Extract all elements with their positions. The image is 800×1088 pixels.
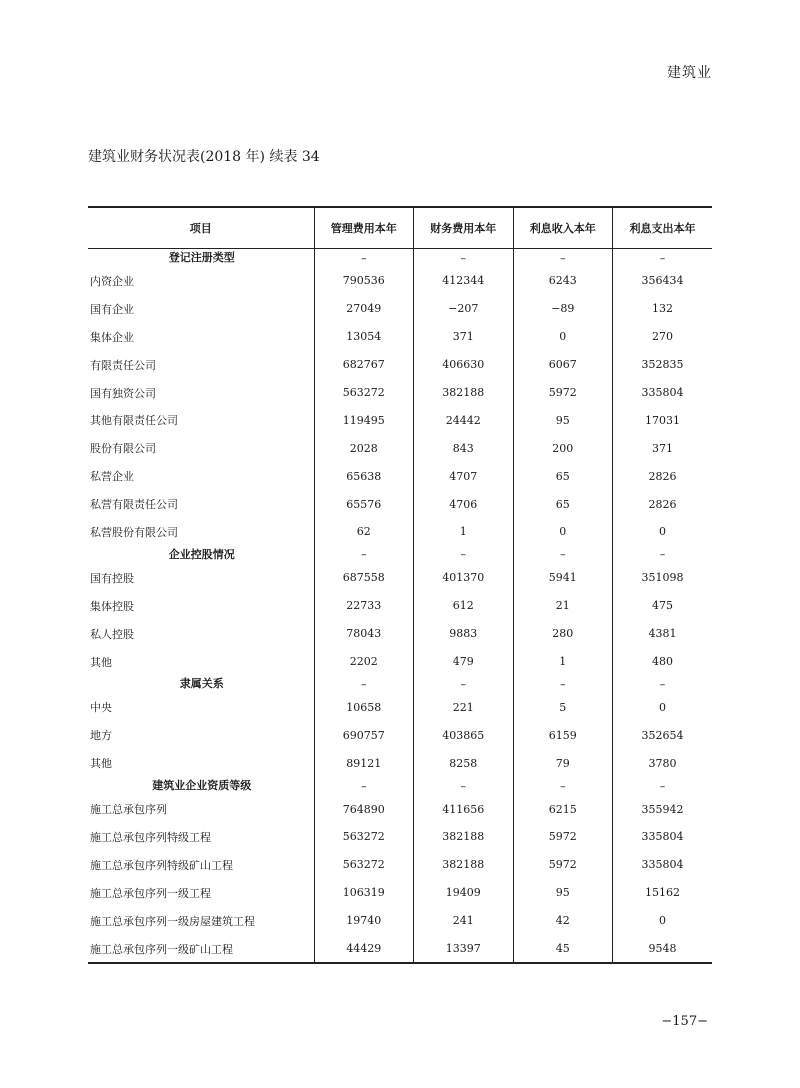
row-label: 企业控股情况 — [168, 547, 235, 561]
table-cell: 4381 — [613, 620, 713, 648]
table-cell: 479 — [414, 648, 514, 676]
column-header-financial-expense: 财务费用本年 — [414, 207, 514, 249]
table-cell: 335804 — [613, 379, 713, 407]
table-cell: 15162 — [613, 879, 713, 907]
table-cell: 5 — [513, 693, 613, 721]
table-row — [88, 592, 712, 620]
table-cell: 690757 — [314, 721, 414, 749]
table-cell: 371 — [613, 434, 713, 462]
table-cell: 563272 — [314, 379, 414, 407]
table-cell: 27049 — [314, 295, 414, 323]
table-row — [88, 323, 712, 351]
table-cell: 79 — [513, 749, 613, 777]
table-cell: 6159 — [513, 721, 613, 749]
table-cell: −89 — [513, 295, 613, 323]
row-label: 施工总承包序列 — [90, 803, 167, 817]
table-cell: 480 — [613, 648, 713, 676]
table-cell: 3780 — [613, 749, 713, 777]
table-cell: 2202 — [314, 648, 414, 676]
row-label: 有限责任公司 — [90, 358, 156, 372]
table-row — [88, 749, 712, 777]
table-cell: 406630 — [414, 351, 514, 379]
table-row — [88, 518, 712, 546]
table-cell: – — [314, 777, 414, 795]
row-label: 私营有限责任公司 — [90, 498, 178, 512]
table-row — [88, 721, 712, 749]
table-row — [88, 267, 712, 295]
row-label: 地方 — [90, 729, 112, 743]
table-cell: – — [414, 249, 514, 268]
table-cell: 335804 — [613, 823, 713, 851]
table-row — [88, 406, 712, 434]
table-cell: 764890 — [314, 795, 414, 823]
row-label: 私人控股 — [90, 627, 134, 641]
table-row — [88, 879, 712, 907]
table-cell: 13397 — [414, 935, 514, 964]
table-cell: 13054 — [314, 323, 414, 351]
table-cell: – — [613, 777, 713, 795]
table-cell: 65 — [513, 462, 613, 490]
table-cell: 563272 — [314, 851, 414, 879]
column-header-interest-income: 利息收入本年 — [513, 207, 613, 249]
table-cell: 687558 — [314, 564, 414, 592]
table-row — [88, 823, 712, 851]
table-header-row — [88, 207, 712, 249]
running-head: 建筑业 — [667, 65, 712, 81]
row-label: 集体控股 — [90, 599, 134, 613]
table-cell: – — [513, 249, 613, 268]
table-cell: 45 — [513, 935, 613, 964]
table-cell: 6243 — [513, 267, 613, 295]
table-row — [88, 462, 712, 490]
row-label: 施工总承包序列一级房屋建筑工程 — [90, 914, 255, 928]
table-row — [88, 379, 712, 407]
row-label: 股份有限公司 — [90, 442, 156, 456]
row-label: 施工总承包序列特级工程 — [90, 830, 211, 844]
table-cell: −207 — [414, 295, 514, 323]
table-cell: – — [513, 777, 613, 795]
table-cell: 22733 — [314, 592, 414, 620]
table-cell: 42 — [513, 907, 613, 935]
table-cell: 382188 — [414, 823, 514, 851]
table-cell: 403865 — [414, 721, 514, 749]
row-label: 其他 — [90, 655, 112, 669]
table-cell: – — [414, 777, 514, 795]
row-label: 其他 — [90, 757, 112, 771]
table-row — [88, 295, 712, 323]
table-cell: – — [414, 546, 514, 564]
row-label: 其他有限责任公司 — [90, 414, 178, 428]
table-cell: 106319 — [314, 879, 414, 907]
table-cell: 44429 — [314, 935, 414, 964]
table-cell: 0 — [513, 518, 613, 546]
table-row — [88, 693, 712, 721]
table-section-row — [88, 249, 712, 268]
table-cell: 65638 — [314, 462, 414, 490]
table-cell: 19740 — [314, 907, 414, 935]
table-cell: 5941 — [513, 564, 613, 592]
table-cell: 4706 — [414, 490, 514, 518]
table-cell: 790536 — [314, 267, 414, 295]
table-cell: 62 — [314, 518, 414, 546]
row-label: 私营企业 — [90, 470, 134, 484]
row-label: 国有控股 — [90, 571, 134, 585]
table-cell: – — [613, 546, 713, 564]
row-label: 施工总承包序列一级矿山工程 — [88, 935, 314, 964]
table-cell: 95 — [513, 406, 613, 434]
table-cell: 682767 — [314, 351, 414, 379]
table-cell: 382188 — [414, 379, 514, 407]
table-cell: – — [314, 546, 414, 564]
table-cell: 2028 — [314, 434, 414, 462]
table-row — [88, 490, 712, 518]
table-cell: 5972 — [513, 823, 613, 851]
table-cell: 0 — [613, 907, 713, 935]
column-header-admin-expense: 管理费用本年 — [314, 207, 414, 249]
table-cell: 411656 — [414, 795, 514, 823]
table-cell: 351098 — [613, 564, 713, 592]
table-cell: 0 — [513, 323, 613, 351]
table-cell: 5972 — [513, 851, 613, 879]
table-cell: 356434 — [613, 267, 713, 295]
table-cell: 65 — [513, 490, 613, 518]
table-cell: 8258 — [414, 749, 514, 777]
table-cell: – — [513, 675, 613, 693]
table-cell: 475 — [613, 592, 713, 620]
table-cell: 352654 — [613, 721, 713, 749]
table-cell: 89121 — [314, 749, 414, 777]
table-cell: 371 — [414, 323, 514, 351]
table-row — [88, 907, 712, 935]
table-cell: 119495 — [314, 406, 414, 434]
table-cell: 412344 — [414, 267, 514, 295]
table-cell: 221 — [414, 693, 514, 721]
table-cell: 0 — [613, 693, 713, 721]
table-row — [88, 434, 712, 462]
table-cell: 9548 — [613, 935, 713, 964]
table-cell: – — [613, 249, 713, 268]
table-row — [88, 935, 712, 964]
table-cell: 0 — [613, 518, 713, 546]
table-cell: 1 — [513, 648, 613, 676]
table-cell: 4707 — [414, 462, 514, 490]
table-row — [88, 648, 712, 676]
table-cell: 19409 — [414, 879, 514, 907]
column-header-item: 项目 — [88, 207, 314, 249]
table-cell: 9883 — [414, 620, 514, 648]
table-cell: – — [314, 675, 414, 693]
row-label: 施工总承包序列一级工程 — [90, 886, 211, 900]
table-cell: 6067 — [513, 351, 613, 379]
row-label: 中央 — [90, 701, 112, 715]
table-cell: 382188 — [414, 851, 514, 879]
table-cell: – — [613, 675, 713, 693]
table-row — [88, 564, 712, 592]
row-label: 内资企业 — [90, 274, 134, 288]
row-label: 集体企业 — [90, 330, 134, 344]
table-cell: 5972 — [513, 379, 613, 407]
row-label: 隶属关系 — [179, 677, 224, 691]
page-number: −157− — [661, 1014, 708, 1029]
table-cell: 65576 — [314, 490, 414, 518]
table-cell: – — [513, 546, 613, 564]
table-row — [88, 795, 712, 823]
table-row — [88, 351, 712, 379]
table-cell: 21 — [513, 592, 613, 620]
column-header-interest-expense: 利息支出本年 — [613, 207, 713, 249]
table-cell: 612 — [414, 592, 514, 620]
table-row — [88, 620, 712, 648]
table-cell: 2826 — [613, 490, 713, 518]
table-section-row — [88, 777, 712, 795]
table-cell: 6215 — [513, 795, 613, 823]
table-cell: 78043 — [314, 620, 414, 648]
table-cell: 280 — [513, 620, 613, 648]
table-cell: 335804 — [613, 851, 713, 879]
table-cell: 10658 — [314, 693, 414, 721]
table-body — [88, 249, 712, 964]
table-cell: – — [414, 675, 514, 693]
row-label: 建筑业企业资质等级 — [152, 779, 252, 793]
table-cell: 270 — [613, 323, 713, 351]
table-cell: 843 — [414, 434, 514, 462]
table-row — [88, 851, 712, 879]
table-cell: 24442 — [414, 406, 514, 434]
table-caption: 建筑业财务状况表(2018 年) 续表 34 — [88, 149, 320, 165]
table-cell: 132 — [613, 295, 713, 323]
row-label: 私营股份有限公司 — [90, 525, 178, 539]
table-cell: 355942 — [613, 795, 713, 823]
table-cell: 2826 — [613, 462, 713, 490]
table-section-row — [88, 675, 712, 693]
table-cell: 1 — [414, 518, 514, 546]
table-cell: 352835 — [613, 351, 713, 379]
row-label: 登记注册类型 — [168, 251, 235, 264]
table-cell: – — [314, 249, 414, 268]
table-cell: 241 — [414, 907, 514, 935]
table-cell: 401370 — [414, 564, 514, 592]
row-label: 国有独资公司 — [90, 386, 156, 400]
row-label: 施工总承包序列特级矿山工程 — [90, 858, 233, 872]
table-section-row — [88, 546, 712, 564]
finance-table — [88, 206, 712, 964]
table-cell: 200 — [513, 434, 613, 462]
table-cell: 95 — [513, 879, 613, 907]
row-label: 国有企业 — [90, 302, 134, 316]
table-cell: 17031 — [613, 406, 713, 434]
table-cell: 563272 — [314, 823, 414, 851]
